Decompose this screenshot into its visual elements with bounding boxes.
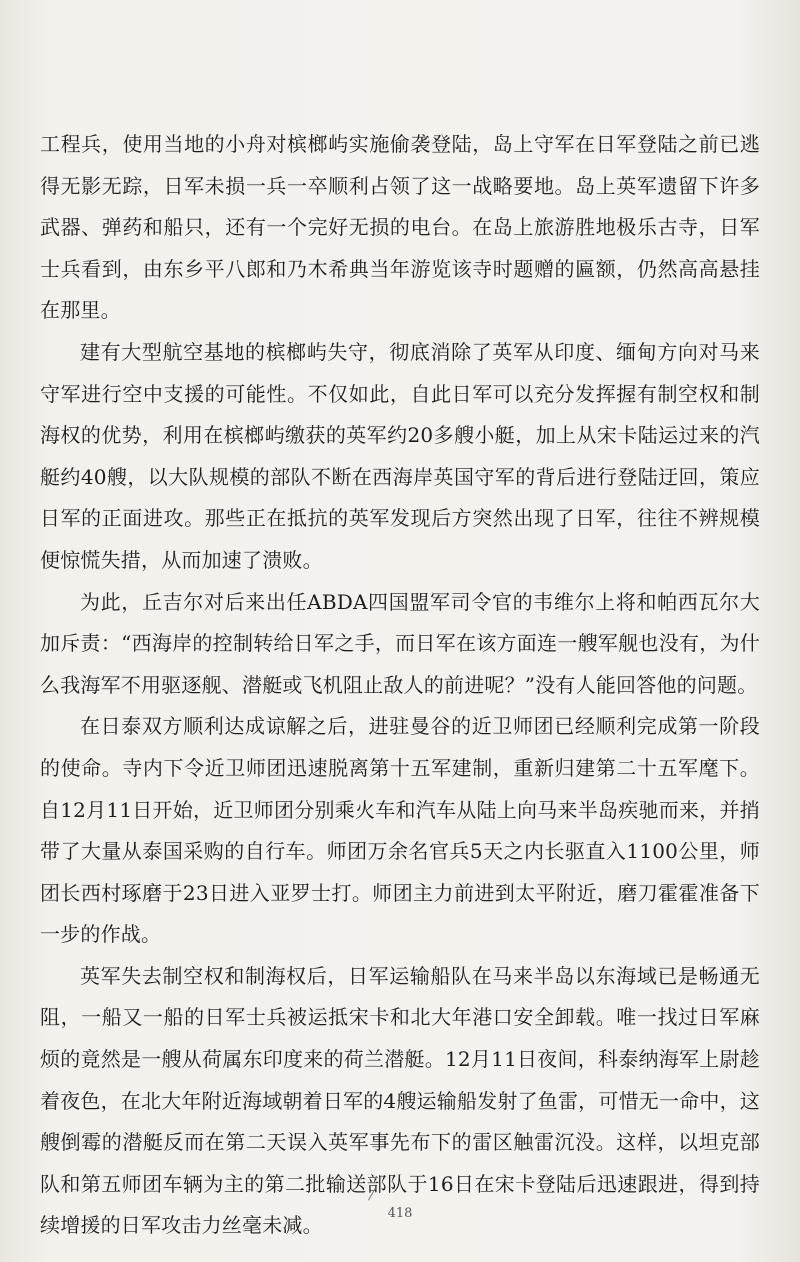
paragraph-3: 为此，丘吉尔对后来出任ABDA四国盟军司令官的韦维尔上将和帕西瓦尔大加斥责：“西海岸的控制转给日军之手，而日军在该方面连一艘军舰也没有，为什么我海军不用驱逐舰、潜艇或飞机阻止敌人的前进呢？”没有人能回答他的问题。 <box>40 589 760 697</box>
paragraph-1: 工程兵，使用当地的小舟对槟榔屿实施偷袭登陆，岛上守军在日军登陆之前已逃得无影无踪，日军未损一兵一卒顺利占领了这一战略要地。岛上英军遗留下许多武器、弹药和船只，还有一个完好无损的电台。在岛上旅游胜地极乐古寺，日军士兵看到，由东乡平八郎和乃木希典当年游览该寺时题赠的匾额，仍然高高悬挂在那里。 <box>40 132 760 323</box>
body-text <box>40 124 760 1247</box>
paragraph-4: 在日泰双方顺利达成谅解之后，进驻曼谷的近卫师团已经顺利完成第一阶段的使命。寺内下令近卫师团迅速脱离第十五军建制，重新归建第二十五军麾下。自12月11日开始，近卫师团分别乘火车和汽车从陆上向马来半岛疾驰而来，并捎带了大量从泰国采购的自行车。师团万余名官兵5天之内长驱直入1100公里，师团长西村琢磨于23日进入亚罗士打。师团主力前进到太平附近，磨刀霍霍准备下一步的作战。 <box>40 714 760 947</box>
paragraph-5: 英军失去制空权和制海权后，日军运输船队在马来半岛以东海域已是畅通无阻，一船又一船的日军士兵被运抵宋卡和北大年港口安全卸载。唯一找过日军麻烦的竟然是一艘从荷属东印度来的荷兰潜艇。12月11日夜间，科泰纳海军上尉趁着夜色，在北大年附近海域朝着日军的4艘运输船发射了鱼雷，可惜无一命中，这艘倒霉的潜艇反而在第二天误入英军事先布下的雷区触雷沉没。这样，以坦克部队和第五师团车辆为主的第二批输送部队于16日在宋卡登陆后迅速跟进，得到持续增援的日军攻击力丝毫未减。 <box>40 963 760 1238</box>
paragraph-2: 建有大型航空基地的槟榔屿失守，彻底消除了英军从印度、缅甸方向对马来守军进行空中支援的可能性。不仅如此，自此日军可以充分发挥握有制空权和制海权的优势，利用在槟榔屿缴获的英军约20多艘小艇，加上从宋卡陆运过来的汽艇约40艘，以大队规模的部队不断在西海岸英国守军的背后进行登陆迂回，策应日军的正面进攻。那些正在抵抗的英军发现后方突然出现了日军，往往不辨规模便惊慌失措，从而加速了溃败。 <box>40 339 760 572</box>
page-number: 418 <box>387 1206 413 1221</box>
